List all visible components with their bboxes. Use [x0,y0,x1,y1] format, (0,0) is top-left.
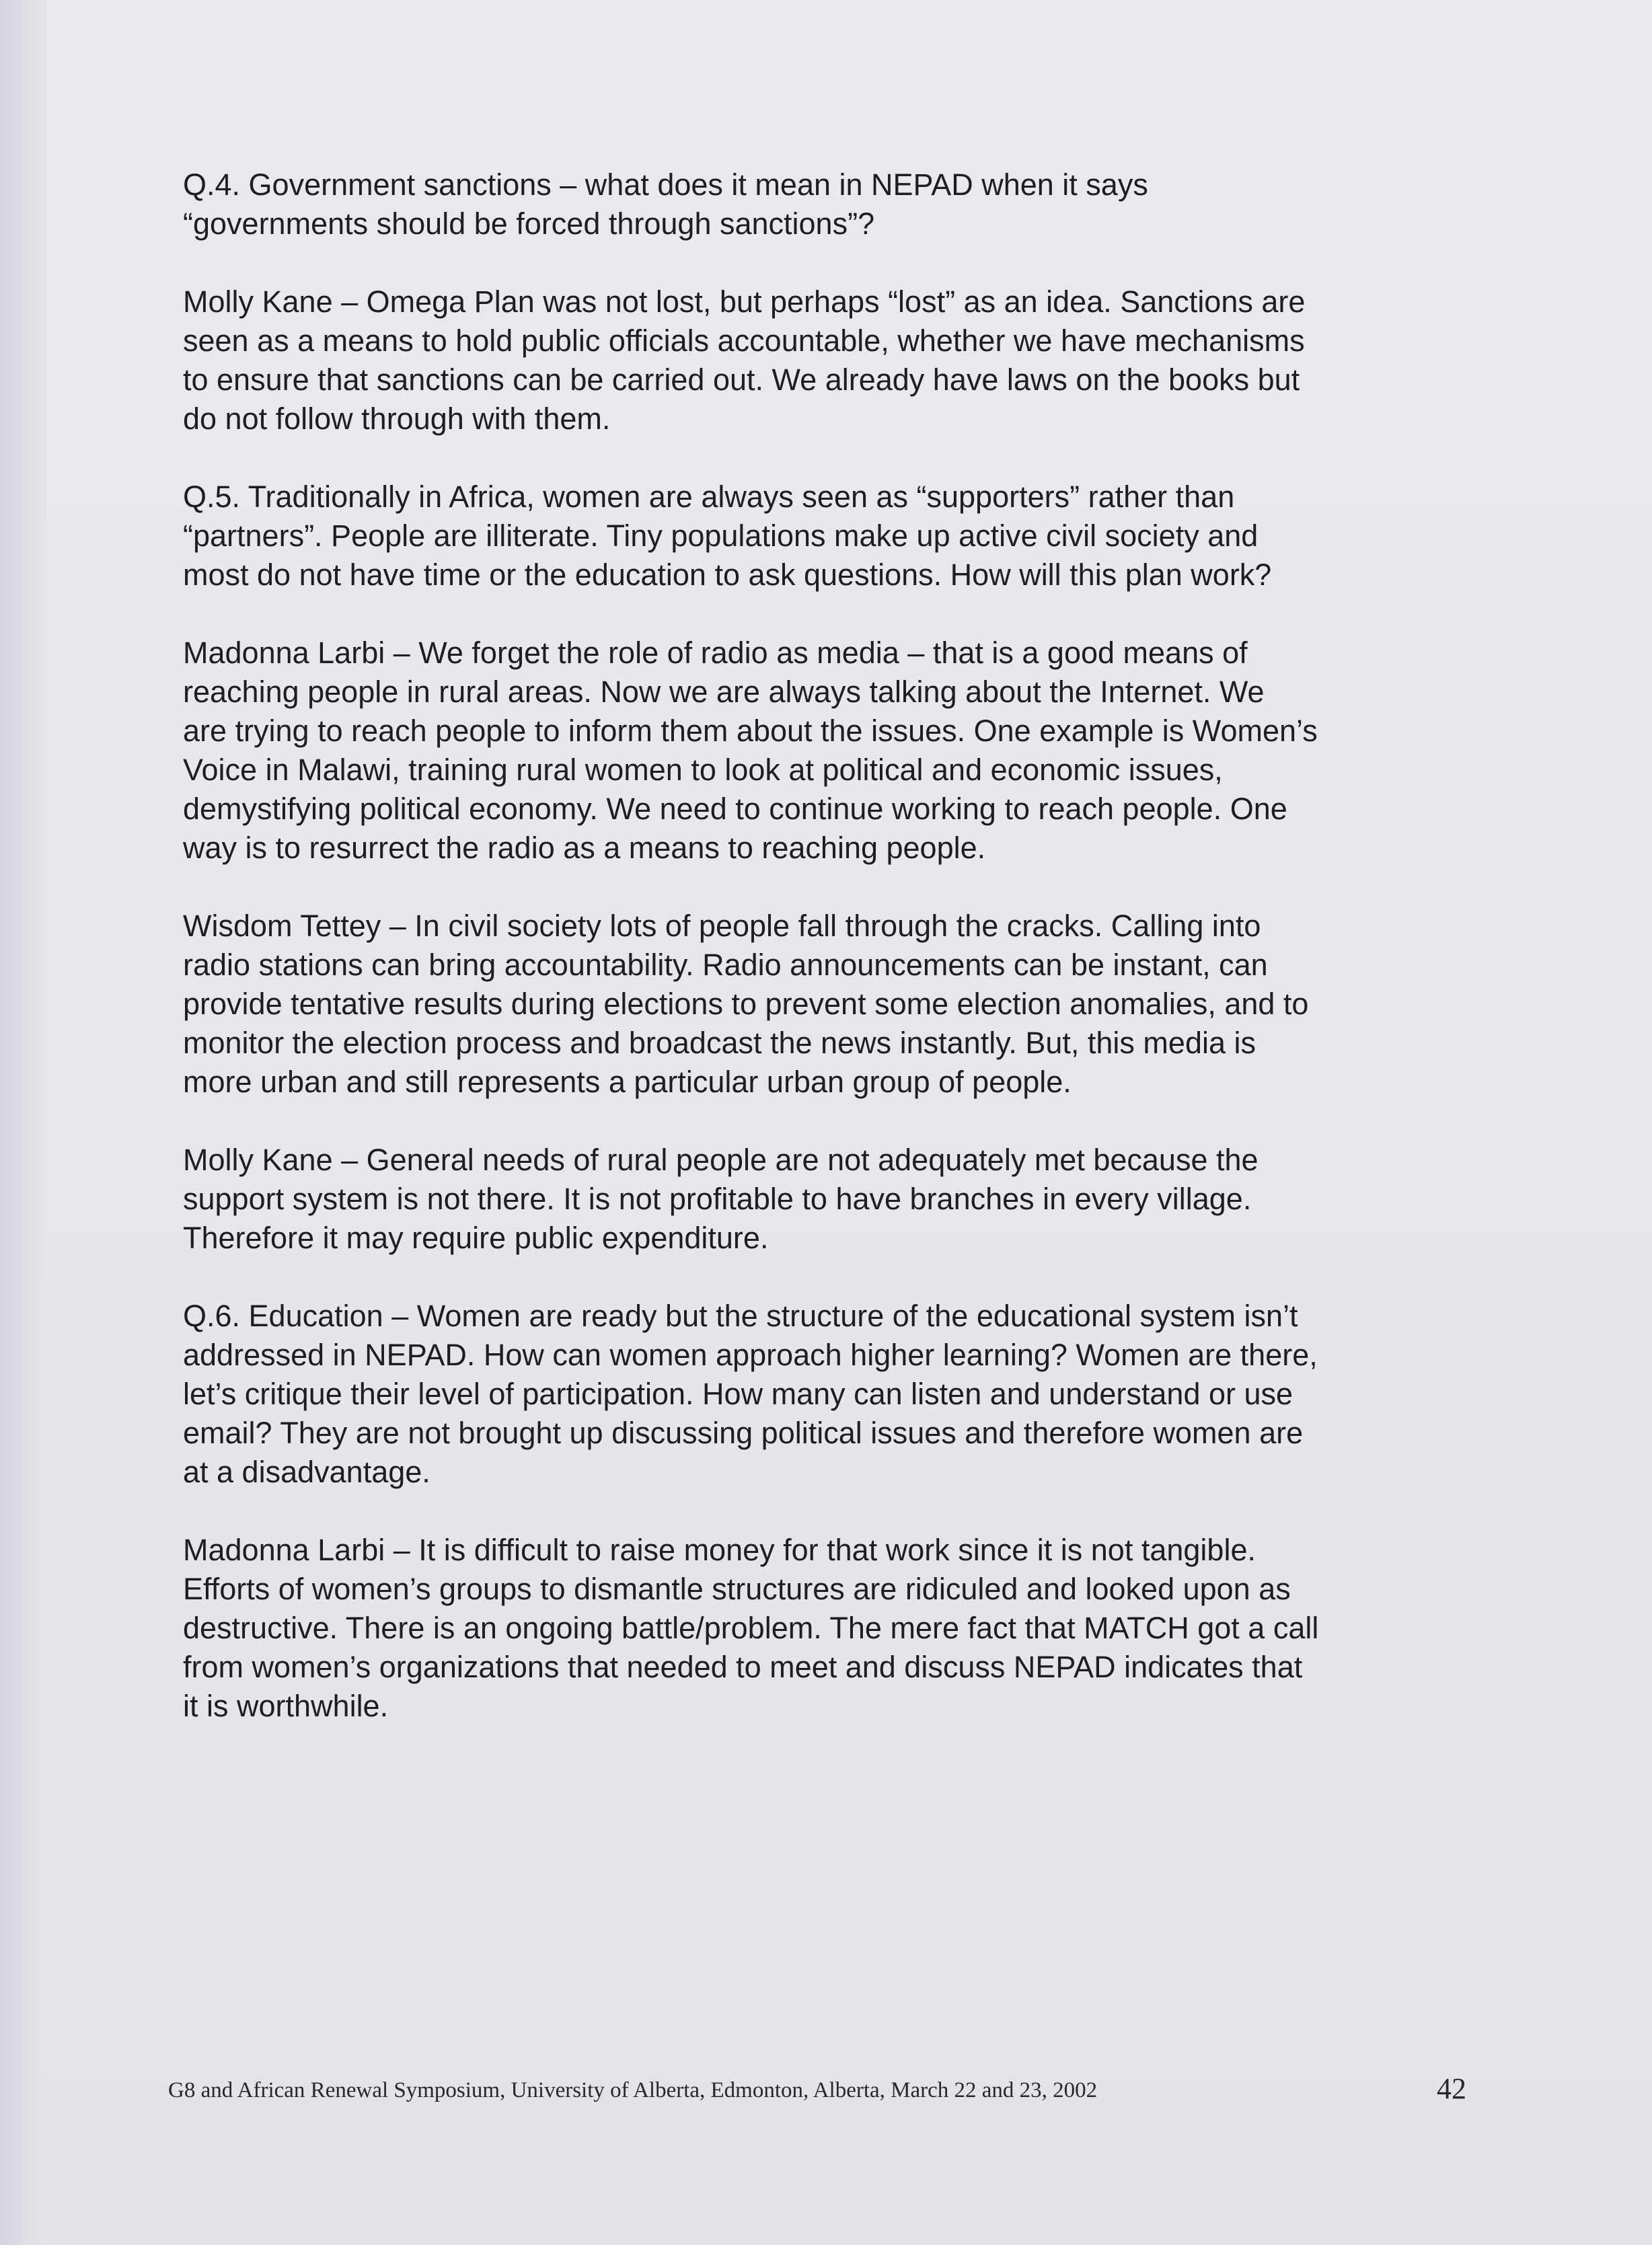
answer-wisdom-tettey: Wisdom Tettey – In civil society lots of people fall through the cracks. Calling into radio stations can bring accountability. Radio announcements can be instant, can provide tentative results during elections to prevent some election anomalies, and to monitor the election process and broadcast the news instantly. But, this media is more urban and still represents a particular urban group of people. [183,909,1309,1099]
answer-madonna-larbi-funding: Madonna Larbi – It is difficult to raise money for that work since it is not tangible. Efforts of women’s groups to dismantle structures are ridiculed and looked upon as destructive. There is an ongoing battle/problem. The mere fact that MATCH got a call from women’s organizations that needed to meet and discuss NEPAD indicates that it is worthwhile. [183,1533,1319,1723]
page-number: 42 [1437,2072,1466,2105]
answer-madonna-larbi-radio: Madonna Larbi – We forget the role of radio as media – that is a good means of reaching people in rural areas. Now we are always talking about the Internet. We are trying to reach people to inform them about the issues. One example is Women’s Voice in Malawi, training rural women to look at political and economic issues, demystifying political economy. We need to continue working to reach people. One way is to resurrect the radio as a means to reaching people. [183,636,1318,865]
question-5: Q.5. Traditionally in Africa, women are always seen as “supporters” rather than “partners”. People are illiterate. Tiny populations make up active civil society and most do not have time or the education to ask questions. How will this plan work? [183,480,1272,592]
question-4: Q.4. Government sanctions – what does it mean in NEPAD when it says “governments should be forced through sanctions”? [183,167,1148,241]
page-edge-shadow [0,0,47,2245]
footer-citation: G8 and African Renewal Symposium, University of Alberta, Edmonton, Alberta, March 22 and 23, 2002 [168,2078,1098,2102]
document-body [183,165,1461,1765]
answer-molly-kane-rural: Molly Kane – General needs of rural people are not adequately met because the support system is not there. It is not profitable to have branches in every village. Therefore it may require public expenditure. [183,1143,1259,1255]
answer-molly-kane-sanctions: Molly Kane – Omega Plan was not lost, but perhaps “lost” as an idea. Sanctions are seen as a means to hold public officials accountable, whether we have mechanisms to ensure that sanctions can be carried out. We already have laws on the books but do not follow through with them. [183,284,1306,436]
question-6: Q.6. Education – Women are ready but the structure of the educational system isn’t addressed in NEPAD. How can women approach higher learning? Women are there, let’s critique their level of participation. How many can listen and understand or use email? They are not brought up discussing political issues and therefore women are at a disadvantage. [183,1299,1318,1489]
